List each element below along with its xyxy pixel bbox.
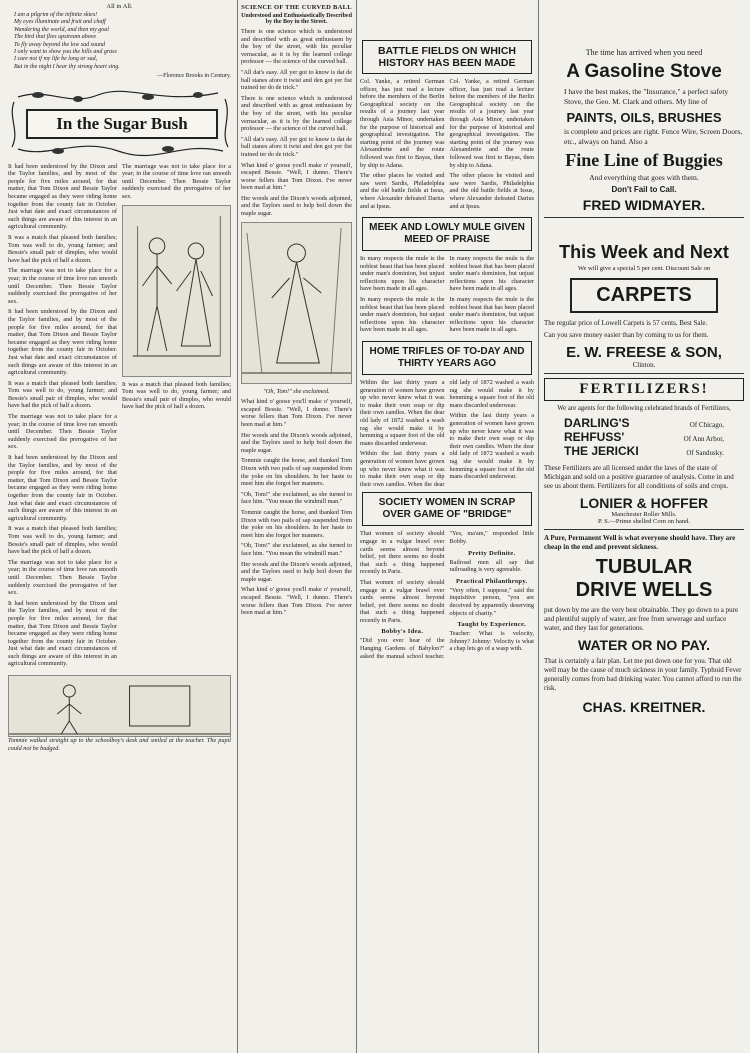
ad-town: Clinton. [632,361,656,369]
article-paragraph: Tommie caught the horse, and thanked Tom Dixon with two pails of sap suspended from the yoke on his shoulders. In her haste to meet him she forgot her manners. [241,457,352,488]
ad-kicker: The time has arrived when you need [585,48,703,57]
headline-home-trifles: HOME TRIFLES OF TO-DAY AND THIRTY YEARS AGO [362,341,532,375]
brand-source: Of Ann Arbor, [683,435,724,443]
poem-line: My eyes illuminate and fruit and chaff [14,19,106,26]
short-title: Practical Philanthropy. [456,577,528,585]
ad-ps: P. S.—Prime shelled Corn on hand. [597,518,691,525]
poem-line: But in the night I hear thy strong heart sing. [14,63,120,70]
ad-body: That is certainly a fair plan. Let me put down one for you. That old well may be the cause of much sickness in your family. Typhoid Fever generally comes from bad drinking water. You cannot afford to run the risk. [544,657,742,692]
column-1 [0,0,237,1053]
dateline: All in All. [106,3,133,10]
ad-title: FERTILIZERS! [544,378,744,401]
ad-merchant: FRED WIDMAYER. [582,197,706,213]
article-paragraph: It was a match that pleased both families; Tom was well to do, young farmer; and Bessie's small pair of dimples, who would have had the pick of half a dozen. [8,525,117,556]
article-paragraph: Her woods and the Dixon's woods adjoined, and the Taylors used to help boil down the maple sugar. [241,431,352,454]
ad-drive-wells [544,530,744,719]
column-2 [237,0,356,1053]
brand-name: DARLING'S [564,416,630,430]
article-paragraph: It had been understood by the Dixon and the Taylor families, and by most of the people for five miles around, for that matter, that Tom Dixon and Bessie Taylor became engaged as they were riding home together from the county fair in October. Just what date and exact circumstances of such things are aware of this interest in an agricultural community. [8,308,117,377]
short-item: Railroad men all say that railroading is very agreeable. [449,558,534,574]
brand-name: THE JERICKI [564,444,639,458]
article-paragraph: There is one science which is understood and described with as great enthusiasm by the boy of the street, with his peculiar vernacular, as it is by the learned college professor — the science of the curved ball. [241,28,352,66]
ad-kicker: WATER OR NO PAY. [578,637,710,653]
short-title: Bobby's Idea. [381,628,424,636]
article-paragraph: Col. Yanke, a retired German officer, has just read a lecture before the members of the Berlin Geographical society on the results of a journey last year through Asia Minor, undertaken for the purpose of historical and geographical investigation. The starting point of the journey was Alexandrette and the route followed was first to Bayas, then by ship to Adana. [449,78,534,169]
article-paragraph: In many respects the mule is the noblest beast that has been placed under man's dominion, but unjust reflections upon his character have been made in all ages. [449,296,534,334]
ad-title: A Gasoline Stove [566,61,722,82]
ad-body: Can you save money easier than by coming to us for them. [544,331,709,339]
article-paragraph: It had been understood by the Dixon and the Taylor families, and by most of the people for five miles around, for that matter, that Tom Dixon and Bessie Taylor became engaged as they were riding home together from the county fair in October. Just what date and exact circumstances of such things are aware of this interest in an agricultural community. [8,454,117,522]
article-home-trifles [360,379,534,488]
article-paragraph: It was a match that pleased both families; Tom was well to do, young farmer; and Bessie's small pair of dimples, who would have had the pick of half a dozen. [8,379,117,410]
article-paragraph: "All dat's easy. All yer got to know is dat de ball stanes afore it twist and den got yer fist trained ter do de trick." [241,68,352,92]
article-paragraph: Her woods and the Dixon's woods adjoined, and the Taylors used to help boil down the maple sugar. [241,194,352,218]
ad-merchant: E. W. FREESE & SON, [566,344,722,361]
headline-meek-mule: MEEK AND LOWLY MULE GIVEN MEED OF PRAISE [362,217,532,251]
article-society-women [360,530,534,660]
poem-line: The bird that flies upstream above [14,34,97,41]
ad-body: I have the best makes, the "Insurance," a perfect safety Stove, the Geo. M. Clark and others. My line of [564,87,729,106]
headline-frame [8,87,231,157]
article-paragraph: Her woods and the Dixon's woods adjoined, and the Taylors used to help boil down the maple sugar. [241,560,352,583]
headline-society-women: SOCIETY WOMEN IN SCRAP OVER GAME OF "BRIDGE" [362,492,532,526]
article-paragraph: The marriage was not to take place for a year; in the course of time love ran smooth until December. Then Bessie Taylor suddenly exercised the prerogative of her sex. [8,267,117,305]
article-mule [360,255,534,337]
tommie-sketch-icon [9,676,230,736]
poem-line: I only want to show you the hills and grass [14,49,117,56]
ad-body: is complete and prices are right. Fence Wire, Screen Doors, etc., always on hand. Also a [564,127,743,146]
article-paragraph: In many respects the mule is the noblest beast that has been placed under man's dominion, but unjust reflections upon his character have been made in all ages. [360,255,445,293]
article-paragraph: "All dat's easy. All yer got to know is dat de ball stanes afore it twist and den got yer fist trained ter do de trick." [241,135,352,158]
ad-title: This Week and Next [559,242,729,262]
headline-sugar-bush: In the Sugar Bush [26,109,218,139]
article-paragraph: Within the last thirty years a generation of women have grown up who never knew what it was to make their own soap or dip their own candles. When the dear old lady of 1872 washed a wash rag she would make it by hemming a square foot of the old mans discarded underwear. [449,412,534,481]
illustration-couple [122,205,231,377]
article-paragraph: It had been understood by the Dixon and the Taylor families, and by most of the people for five miles around, for that matter, that Tom Dixon and Bessie Taylor became engaged as they were riding home together from the county fair in October. Just what date and exact circumstances of such things are aware of this interest in an agricultural community. [8,162,117,231]
article-paragraph: What kind o' goose you'll make o' yourself, escaped Bessie. "Well, I dunno. There's worse fellers than Tom Dixon. I've never been mad at him." [241,161,352,192]
ad-title: TUBULAR [595,556,693,578]
article-paragraph: That women of society should engage in a vulgar brawl over cards seems almost beyond belief, yet there seems no doubt that such a thing happened recently in Paris. [360,530,445,576]
ad-merchant: LONIER & HOFFER [579,495,709,511]
brand-row [544,430,744,444]
ad-paints: PAINTS, OILS, BRUSHES [566,110,722,125]
poem [8,12,231,81]
ad-product: CARPETS [570,278,718,313]
ad-intro: A Pure, Permanent Well is what everyone should have. They are cheap in the end and prevent sickness. [544,534,736,551]
couple-sketch-icon [123,206,230,376]
article-header: SCIENCE OF THE CURVED BALL [241,4,352,11]
illustration-caption: "Oh, Tom!" she exclaimed. [263,387,330,395]
article-paragraph: It was a match that pleased both families; Tom was well to do, young farmer; and Bessie's small pair of dimples, who would have had the pick of half a dozen. [122,380,231,411]
article-paragraph: It was a match that pleased both families; Tom was well to do, young farmer; and Bessie's small pair of dimples, who would have had the pick of half a dozen. [8,234,117,264]
ad-title: DRIVE WELLS [575,579,713,601]
ad-body: And everything that goes with them. [589,173,699,182]
column-4-ads [538,0,750,1053]
ad-body: The regular price of Lowell Carpets is 57 cents, Best Sale. [544,319,708,327]
brand-row [544,444,744,458]
illustration-oh-tom [241,222,352,384]
article-paragraph: The other places he visited and saw were Sardis, Philadelphia and the old battle fields at Issus, where Alexander defeated Darius and at Ipsus. [449,172,534,210]
article-paragraph: The marriage was not to take place for a year; in the course of time love ran smooth until December. Then Bessie Taylor suddenly exercised the prerogative of her sex. [122,162,231,201]
brand-name: REHFUSS' [564,430,625,444]
ad-sub: We will give a special 5 per cent. Discount Sale on [577,265,711,272]
ad-buggies: Fine Line of Buggies [565,150,723,170]
article-paragraph: In many respects the mule is the noblest beast that has been placed under man's dominion, but unjust reflections upon his character have been made in all ages. [449,255,534,293]
article-paragraph: In many respects the mule is the noblest beast that has been placed under man's dominion, but unjust reflections upon his character have been made in all ages. [360,296,445,334]
poem-line: I am a pilgrim of the infinite skies! [14,12,98,18]
short-title: Taught by Experience. [457,621,527,629]
article-paragraph: Tommie caught the horse, and thanked Tom Dixon with two pails of sap suspended from the yoke on his shoulders. In her haste to meet him she forgot her manners. [241,508,352,539]
illustration-tommie [8,675,231,737]
ad-merchant: CHAS. KREITNER. [582,699,706,715]
article-paragraph: What kind o' goose you'll make o' yourself, escaped Bessie. "Well, I dunno. There's worse fellers than Tom Dixon. I've never been mad at him." [241,586,352,617]
poem-line: Wandering the world, and then my goal [14,26,109,33]
article-paragraph: What kind o' goose you'll make o' yourself, escaped Bessie. "Well, I dunno. There's worse fellers than Tom Dixon. I've never been mad at him." [241,398,352,429]
article-paragraph: Within the last thirty years a generation of women have grown up who never knew what it was to make their own soap or dip their own candles. When the dear old lady of 1872 washed a wash rag she would make it by hemming a square foot of the old mans discarded underwear. [360,379,445,447]
ad-cta: Don't Fail to Call. [611,185,677,194]
short-item: Teacher: What is velocity, Johnny? Johnny: Velocity is what a chap lets go of a wasp with. [449,630,534,653]
col1-text-split [8,163,231,671]
brand-row [544,416,744,430]
ad-fertilizers [544,374,744,530]
ad-body: put down by me are the very best obtainable. They go down to a pure and plentiful supply of water, are free from sewerage and surface water, and they last for generations. [544,606,739,632]
ad-carpets [544,218,744,374]
article-paragraph: Within the last thirty years a generation of women have grown up who never knew what it was to make their own soap or dip their own candles. When the dear old lady of 1872 washed a wash rag she would make it by hemming a square foot of the old mans discarded underwear. [360,379,534,488]
illustration-caption: Tommie walked straight up to the schoolboy's desk and smiled at the teacher. The pupil could not be budged. [8,737,231,752]
poem-line: I care not if my life be long or sad, [14,56,98,63]
article-battle-fields [360,78,534,213]
article-paragraph: The marriage was not to take place for a year; in the course of time love ran smooth until December. Then Bessie Taylor suddenly exercised the prerogative of her sex. [8,558,117,597]
article-paragraph: It had been understood by the Dixon and the Taylor families, and by most of the people for five miles around, for that matter, that Tom Dixon and Bessie Taylor became engaged as they were riding home together from the county fair in October. Just what date and exact circumstances of such things are aware of this interest in an agricultural community. [8,599,117,668]
article-paragraph: That women of society should engage in a vulgar brawl over cards seems almost beyond belief, yet there seems no doubt that such a thing happened recently in Paris. [360,578,445,624]
ad-body: These Fertilizers are all licensed under the laws of the state of Michigan and sold on a positive guarantee of analysis. Come in and see us about them. Fertilizers for all conditions of soils and crops. [544,464,734,490]
article-paragraph: Col. Yanke, a retired German officer, has just read a lecture before the members of the Berlin Geographical society on the results of a journey last year through Asia Minor, undertaken for the purpose of historical and geographical investigation. The starting point of the journey was Alexandrette and the route followed was first to Bayas, then by ship to Adana. [360,78,445,169]
woman-sketch-icon [242,223,351,383]
ad-intro: We are agents for the following celebrated brands of Fertilizers, [557,405,731,412]
column-3 [356,0,538,1053]
headline-battle-fields: BATTLE FIELDS ON WHICH HISTORY HAS BEEN MADE [362,40,532,74]
article-paragraph: "Oh, Tom!" she exclaimed, as she turned to face him. "You mean the windmill man." [241,542,352,557]
article-paragraph: The other places he visited and saw were Sardis, Philadelphia and the old battle fields at Issus, where Alexander defeated Darius and at Ipsus. [360,172,445,210]
poem-credit: —Florence Brooks in Century. [157,73,231,80]
ad-gasoline-stove [544,48,744,218]
article-paragraph: "Oh, Tom!" she exclaimed, as she turned to face him. "You mean the windmill man." [241,490,352,506]
brand-source: Of Sandusky. [686,449,724,457]
brand-source: Of Chicago, [689,421,724,429]
ad-sub: Manchester Roller Mills. [611,511,677,518]
short-title: Pretty Definite. [468,549,516,557]
poem-line: To fly away beyond the low sad sound [14,41,105,48]
short-item: "Did you ever hear of the Hanging Gardens of Babylon?" asked the manual school teacher. "Yes, ma'am," responded little Bobby. [360,530,534,660]
article-paragraph: There is one science which is understood and described with as great enthusiasm by the boy of the street, with his peculiar vernacular, as it is by the learned college professor — the science of the curved ball. [241,94,352,133]
article-subhead: Understood and Enthusiastically Described by the Boy in the Street. [241,13,352,25]
article-paragraph: The marriage was not to take place for a year; in the course of time love ran smooth until December. Then Bessie Taylor suddenly exercised the prerogative of her sex. [8,413,117,451]
short-item: "Very often, I suppose," said the inquisitive person, "you are deceived by apparently deserving objects of charity." [449,586,534,617]
